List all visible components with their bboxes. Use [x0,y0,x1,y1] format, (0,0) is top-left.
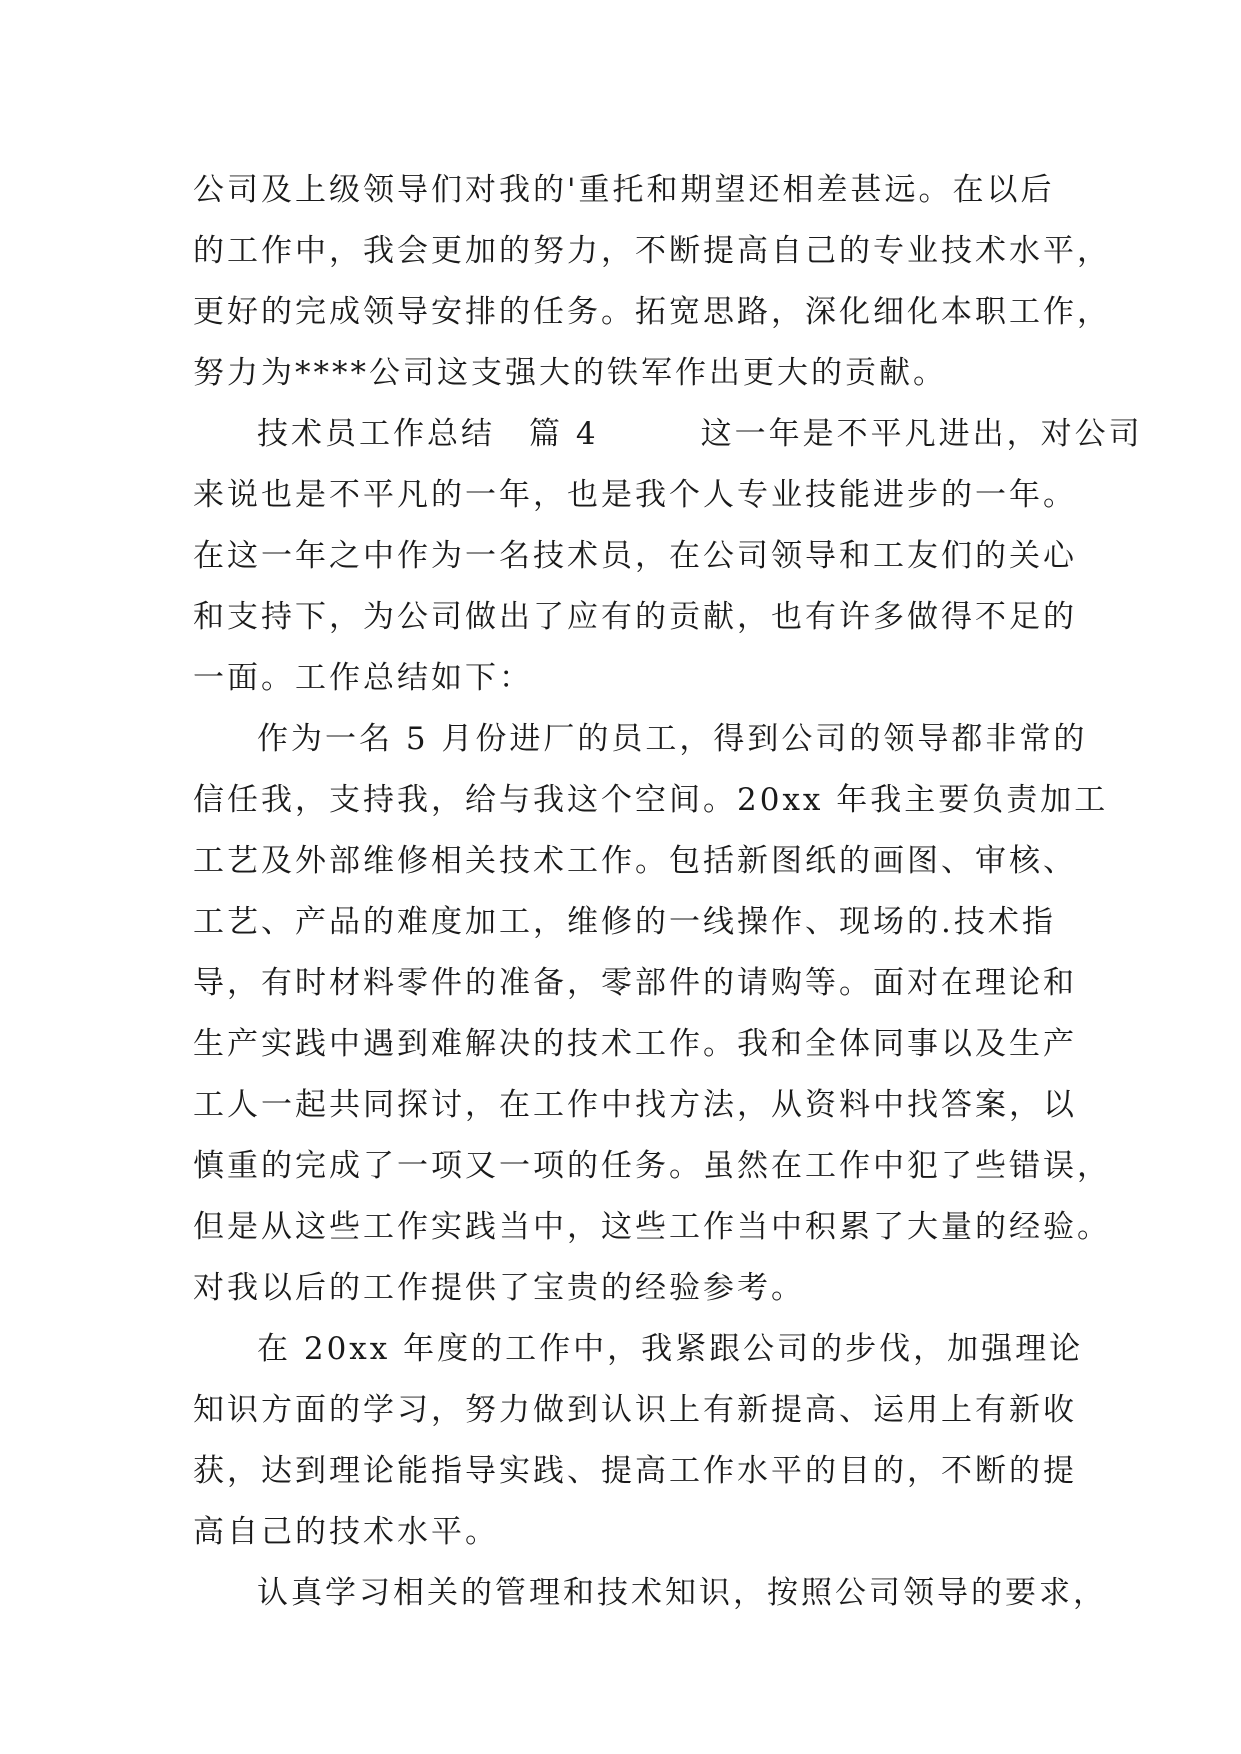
paragraph-start-line: 作为一名 5 月份进厂的员工，得到公司的领导都非常的 [257,721,1088,757]
text-line: 工艺及外部维修相关技术工作。包括新图纸的画图、审核、 [193,843,1077,879]
text-line: 公司及上级领导们对我的'重托和期望还相差甚远。在以后 [193,172,1055,208]
text-line: 获，达到理论能指导实践、提高工作水平的目的，不断的提 [193,1453,1077,1489]
text-line: 慎重的完成了一项又一项的任务。虽然在工作中犯了些错误， [193,1148,1111,1184]
section-heading-line: 技术员工作总结 篇 4 这一年是不平凡进出，对公司 [257,416,1143,452]
paragraph-start-line: 在 20xx 年度的工作中，我紧跟公司的步伐，加强理论 [257,1331,1084,1367]
text-line: 来说也是不平凡的一年，也是我个人专业技能进步的一年。 [193,477,1077,513]
text-line: 一面。工作总结如下： [193,660,533,696]
text-line: 工人一起共同探讨，在工作中找方法，从资料中找答案，以 [193,1087,1077,1123]
text-line: 导，有时材料零件的准备，零部件的请购等。面对在理论和 [193,965,1077,1001]
text-line: 在这一年之中作为一名技术员，在公司领导和工友们的关心 [193,538,1077,574]
text-line: 信任我，支持我，给与我这个空间。20xx 年我主要负责加工 [193,782,1109,818]
text-line: 生产实践中遇到难解决的技术工作。我和全体同事以及生产 [193,1026,1077,1062]
text-line: 的工作中，我会更加的努力，不断提高自己的专业技术水平， [193,233,1111,269]
text-line: 工艺、产品的难度加工，维修的一线操作、现场的.技术指 [193,904,1056,940]
document-body [193,160,1143,1624]
text-line: 和支持下，为公司做出了应有的贡献，也有许多做得不足的 [193,599,1077,635]
text-line: 更好的完成领导安排的任务。拓宽思路，深化细化本职工作， [193,294,1111,330]
paragraph-start-line: 认真学习相关的管理和技术知识，按照公司领导的要求， [257,1575,1107,1611]
text-line: 对我以后的工作提供了宝贵的经验参考。 [193,1270,805,1306]
text-line: 知识方面的学习，努力做到认识上有新提高、运用上有新收 [193,1392,1077,1428]
text-line: 努力为****公司这支强大的铁军作出更大的贡献。 [193,355,947,391]
text-line: 但是从这些工作实践当中，这些工作当中积累了大量的经验。 [193,1209,1111,1245]
text-line: 高自己的技术水平。 [193,1514,499,1550]
